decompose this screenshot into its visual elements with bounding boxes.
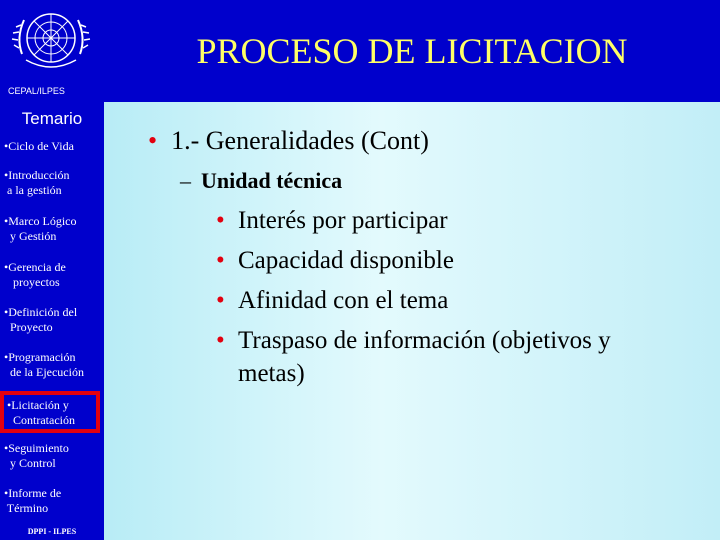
page-title: PROCESO DE LICITACION	[196, 31, 628, 71]
bullet-icon: •	[216, 327, 225, 354]
sidebar-item-gerencia[interactable]: •Gerencia de proyectos	[4, 260, 66, 289]
sidebar	[0, 102, 104, 540]
un-emblem-icon	[6, 4, 96, 78]
point-text: Interés por participar	[238, 207, 448, 234]
bullet-icon: •	[216, 247, 225, 274]
sidebar-item-seguimiento[interactable]: •Seguimiento y Control	[4, 441, 69, 470]
bullet-icon: •	[216, 287, 225, 314]
header-band	[0, 0, 720, 102]
org-label: CEPAL/ILPES	[8, 86, 65, 96]
point-text: Traspaso de información (objetivos y	[238, 327, 611, 354]
sidebar-item-ciclo-de-vida[interactable]: •Ciclo de Vida	[4, 139, 74, 153]
sidebar-footer: DPPI - ILPES	[27, 527, 77, 536]
bullet-icon: •	[216, 207, 225, 234]
point-text: metas)	[238, 360, 305, 387]
sidebar-item-definicion[interactable]: •Definición del Proyecto	[4, 305, 78, 334]
bullet-icon: •	[148, 126, 158, 155]
sidebar-item-introduccion[interactable]: •Introducción a la gestión	[4, 168, 70, 197]
sidebar-title: Temario	[21, 109, 83, 128]
point-text: Afinidad con el tema	[238, 287, 449, 314]
heading-line	[148, 126, 429, 156]
subheading-line	[180, 168, 342, 194]
heading-text: 1.- Generalidades (Cont)	[171, 126, 429, 155]
subheading-text: Unidad técnica	[201, 168, 343, 193]
sidebar-item-informe[interactable]: •Informe de Término	[4, 486, 62, 515]
dash-icon: –	[180, 168, 191, 193]
sidebar-item-marco-logico[interactable]: •Marco Lógico y Gestión	[4, 214, 77, 243]
point-text: Capacidad disponible	[238, 247, 454, 274]
slide-content	[104, 102, 720, 540]
sidebar-item-programacion[interactable]: •Programación de la Ejecución	[4, 350, 84, 379]
sidebar-item-licitacion[interactable]: •Licitación y Contratación	[0, 391, 100, 433]
